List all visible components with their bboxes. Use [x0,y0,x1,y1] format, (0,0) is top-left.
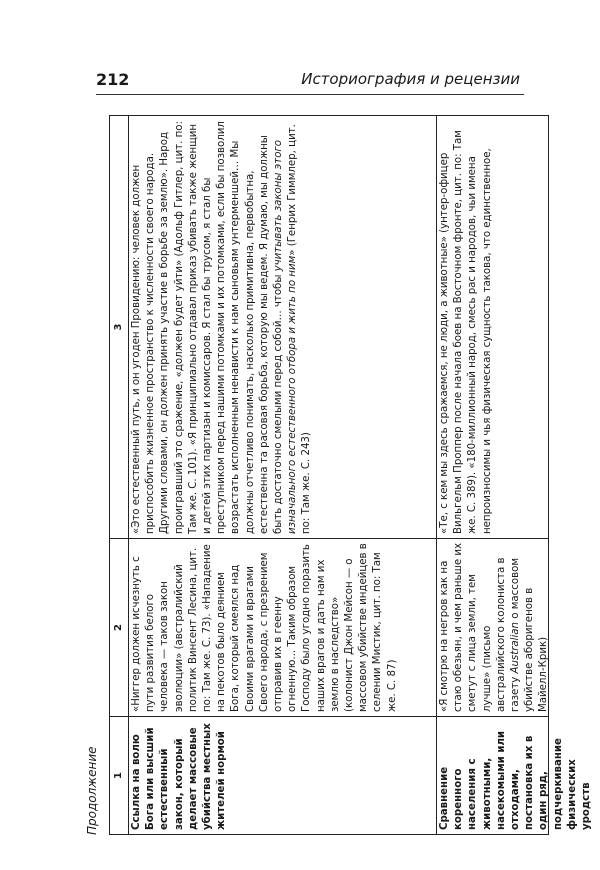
row2-colonial-quotes-cell [436,538,548,716]
row1-nazi-quotes-cell [128,116,436,538]
table-row [128,116,437,834]
page-number: 212 [96,70,130,89]
column-header-1: 1 [110,716,128,834]
row1-colonial-quotes-cell: «Ниггер должен исчезнуть с пути развития белого человека — таков закон эволюции» (австралийский политик Винсент Лесина, цит. по: Там же. С. 73). «Нападение на пекотов было деянием Бога, который смеялся над Своими врагами и врагами Своего народа, с презрением отправив их в геенну огненную... Таким образом Господу было угодно поразить наших врагов и дать нам их землю в наследство» (колонист Джон Мейсон — о массовом убийстве индейцев в селении Мистик, цит. по: Там же. С. 87) [128,538,436,716]
table-row [436,116,593,834]
row1-col3-italic: учитывать законы этого изначального естественного отбора и жить по ним [273,139,299,534]
row1-col3-text-a: «Это естественный путь, и он угоден Провидению: человек должен приспособить жизненное пространство к численности своего народа. Другими словами, он должен принять участие в борьбе за землю». Народ проигравший это сражение, «должен будет уйти» (Адольф Гитлер, цит. по: Там же. С. 101). «Я принципиально отдавал приказ убивать также женщин и детей этих партизан и комиссаров. Я стал бы трусом, я стал бы преступником перед нашими потомками и их потомками, если бы позволил возрастать исполненным ненависти к нам сыновьям унтерменшей… Мы должны отчетливо понимать, насколько примитивна, первобытна, естественна та расовая борьба, которую мы ведем. Я думаю, мы должны быть достаточно смелыми перед собой… чтобы [131,121,285,534]
row2-nazi-quotes-cell: «Те, с кем мы здесь сражаемся, не люди, а животные» (унтер-офицер Вильгельм Проппер после начала боев на Восточном фронте, цит. по: Там же. С. 389). «180-миллионный народ, смесь рас и народов, чьи имена непроизносимы и чья физическая сущность такова, что единственное, [439,130,493,534]
row2-col2-italic: Australian [510,621,522,674]
column-header-3: 3 [113,323,124,331]
row2-col2-text-b: о массовом убийстве аборигенов в Майелл-Крик) [510,557,550,712]
header-rule [96,94,524,95]
continuation-label: Продолжение [85,746,99,835]
rotated-table-area [85,115,593,835]
row1-category-cell: Ссылка на волю Бога или высший естественный закон, который делает массовые убийства местных жителей нормой [128,716,436,834]
table-header-row [110,116,129,834]
column-header-2: 2 [110,538,128,716]
row2-category-cell: Сравнение коренного населения с животными, насекомыми или отходами, постановка их в один ряд, подчеркивание физических уродств [436,716,548,834]
running-title: Историография и рецензии [301,70,520,88]
comparison-table [109,115,593,835]
row2-col2-text-a: «Я смотрю на негров как на стаю обезьян, и чем раньше их сметут с лица земли, тем лучше» (письмо австралийского колониста в газету [439,543,522,712]
row1-col3-text-b: » (Генрих Гиммлер, цит. по: Там же. С. 243) [287,124,313,534]
